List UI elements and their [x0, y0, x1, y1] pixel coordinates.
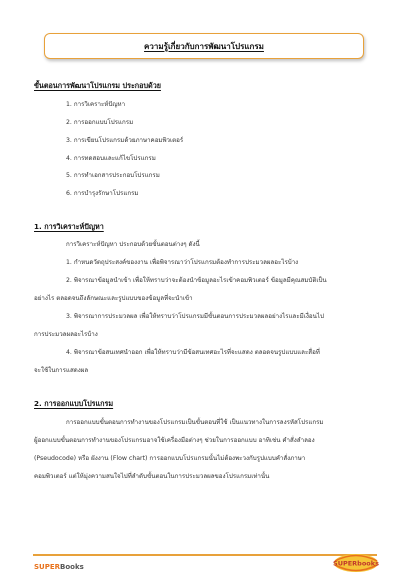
section1-line: 1. กำหนดวัตถุประสงค์ของงาน เพื่อพิจารณาว่าโปรแกรมต้องทำการประมวลผลอะไรบ้าง	[66, 259, 299, 266]
logo-text: SUPERbooks	[333, 559, 379, 568]
step-item: 6. การบำรุงรักษาโปรแกรม	[66, 190, 139, 197]
section1-line: อย่างไร ตลอดจนถึงลักษณะและรูปแบบของข้อมูลที่จะนำเข้า	[34, 295, 193, 302]
section2-line: การออกแบบขั้นตอนการทำงานของโปรแกรมเป็นขั้นตอนที่ใช้ เป็นแนวทางในการลงรหัสโปรแกรม	[66, 419, 324, 426]
footer-brand-books: Books	[60, 563, 84, 571]
page-title: ความรู้เกี่ยวกับการพัฒนาโปรแกรม	[144, 41, 264, 51]
step-item: 3. การเขียนโปรแกรมด้วยภาษาคอมพิวเตอร์	[66, 137, 184, 144]
section1-intro: การวิเคราะห์ปัญหา ประกอบด้วยขั้นตอนต่างๆ ดังนี้	[66, 241, 200, 248]
step-item: 2. การออกแบบโปรแกรม	[66, 119, 134, 126]
step-item: 5. การทำเอกสารประกอบโปรแกรม	[66, 172, 160, 179]
section2-line: คอมพิวเตอร์ แต่ให้มุ่งความสนใจไปที่ลำดับขั้นตอนในการประมวลผลของโปรแกรมเท่านั้น	[34, 473, 270, 480]
superbooks-logo	[332, 552, 380, 574]
section1-line: การประมวลผลอะไรบ้าง	[34, 331, 98, 338]
title-box	[44, 33, 364, 59]
section1-line: จะใช้ในการแสดงผล	[34, 367, 89, 374]
section2-heading: 2. การออกแบบโปรแกรม	[34, 399, 114, 408]
section2-line: (Pseudocode) หรือ ผังงาน (Flow chart) การออกแบบโปรแกรมนั้นไม่ต้องพะวงกับรูปแบบคำสั่งภาษา	[34, 455, 306, 462]
footer-rule	[33, 554, 377, 556]
step-item: 1. การวิเคราะห์ปัญหา	[66, 101, 126, 108]
footer-brand-super: SUPER	[34, 563, 61, 571]
footer-brand	[34, 563, 84, 571]
section1-line: 3. พิจารณาการประมวลผล เพื่อให้ทราบว่าโปรแกรมมีขั้นตอนการประมวลผลอย่างไรและมีเงื่อนไป	[66, 313, 324, 320]
section1-line: 4. พิจารณาข้อสนเทศนำออก เพื่อให้ทราบว่ามีข้อสนเทศอะไรที่จะแสดง ตลอดจนรูปแบบและสื่อที่	[66, 349, 320, 356]
steps-heading: ขั้นตอนการพัฒนาโปรแกรม ประกอบด้วย	[34, 81, 161, 90]
section1-heading: 1. การวิเคราะห์ปัญหา	[34, 222, 104, 231]
section1-line: 2. พิจารณาข้อมูลนำเข้า เพื่อให้ทราบว่าจะต้องนำข้อมูลอะไรเข้าคอมพิวเตอร์ ข้อมูลมีคุณสมบัติเป็น	[66, 277, 327, 284]
step-item: 4. การทดสอบและแก้ไขโปรแกรม	[66, 155, 156, 162]
section2-line: ผู้ออกแบบขั้นตอนการทำงานของโปรแกรมอาจใช้เครื่องมือต่างๆ ช่วยในการออกแบบ อาทิเช่น คำสั่งลำลอง	[34, 437, 315, 444]
